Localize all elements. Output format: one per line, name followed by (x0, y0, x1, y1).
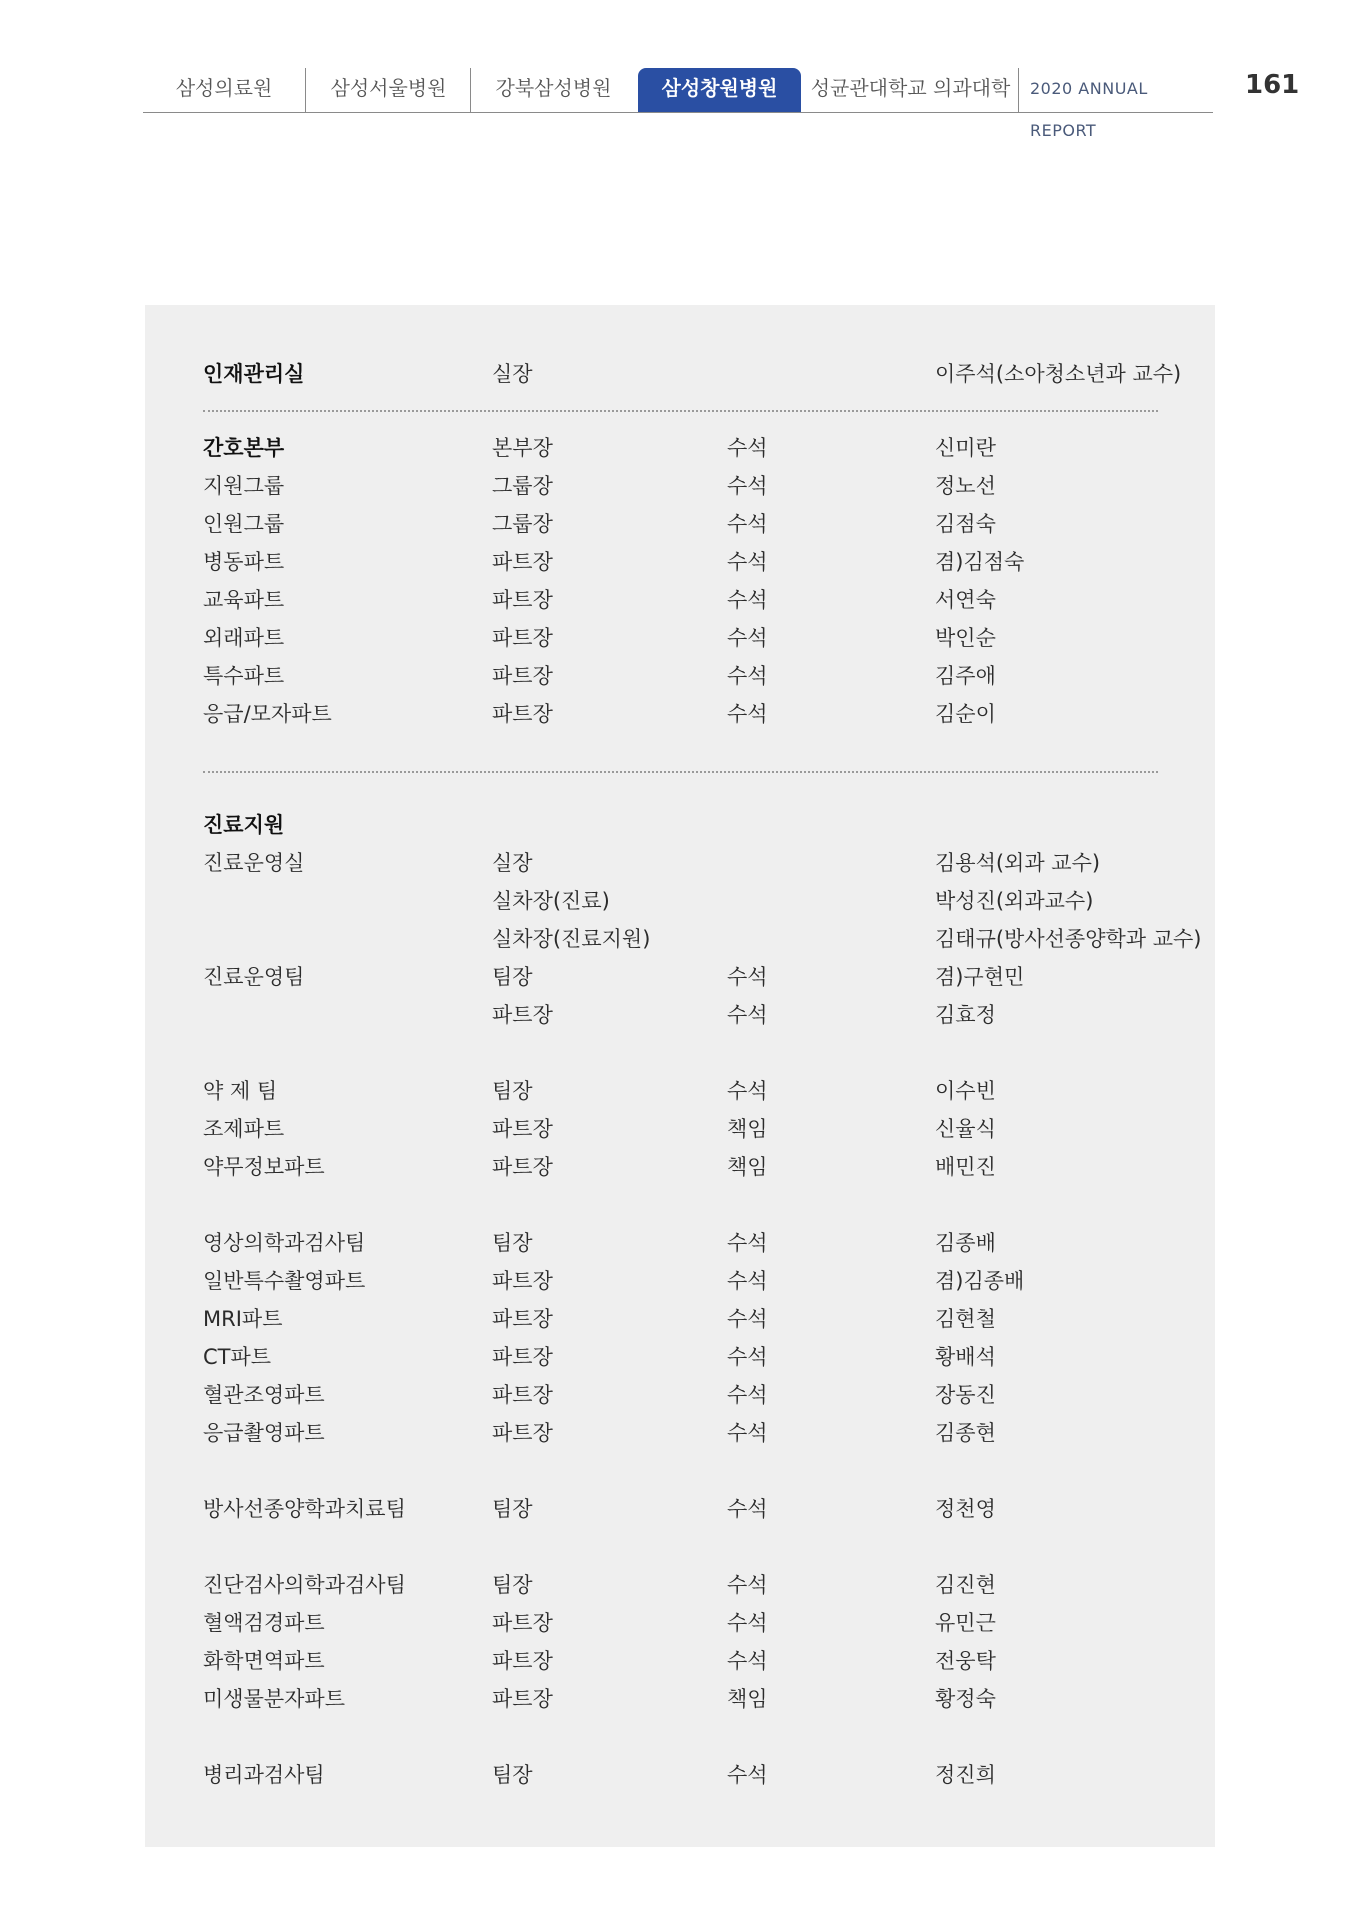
position-cell: 파트장 (492, 626, 553, 650)
department-cell: 인원그룹 (203, 512, 285, 536)
org-row (145, 1756, 1215, 1794)
position-cell: 파트장 (492, 1269, 553, 1293)
name-cell: 전웅탁 (935, 1649, 996, 1673)
org-row (145, 882, 1215, 920)
name-cell: 김종현 (935, 1421, 996, 1445)
position-cell: 파트장 (492, 664, 553, 688)
rank-cell: 수석 (727, 1269, 768, 1293)
rank-cell: 수석 (727, 965, 768, 989)
rank-cell: 수석 (727, 1307, 768, 1331)
department-cell: 진료운영팀 (203, 965, 305, 989)
position-cell: 팀장 (492, 1573, 533, 1597)
name-cell: 김효정 (935, 1003, 996, 1027)
rank-cell: 수석 (727, 1079, 768, 1103)
department-cell: 진단검사의학과검사팀 (203, 1573, 406, 1597)
tab-samsung-medical-center[interactable]: 삼성의료원 (143, 68, 306, 112)
position-cell: 파트장 (492, 1117, 553, 1141)
org-row (145, 467, 1215, 505)
department-cell: CT파트 (203, 1345, 272, 1369)
rank-cell: 수석 (727, 626, 768, 650)
org-row (145, 806, 1215, 844)
header-nav (143, 68, 1213, 140)
annual-report-label: 2020 ANNUAL REPORT (1030, 79, 1148, 140)
name-cell: 겸)김종배 (935, 1269, 1025, 1293)
name-cell: 김순이 (935, 702, 996, 726)
org-row (145, 1566, 1215, 1604)
org-row (145, 1224, 1215, 1262)
rank-cell: 수석 (727, 1497, 768, 1521)
section-divider (203, 410, 1158, 412)
department-cell: 병동파트 (203, 550, 285, 574)
position-cell: 본부장 (492, 436, 553, 460)
name-cell: 이수빈 (935, 1079, 996, 1103)
department-cell: 진료지원 (203, 813, 285, 837)
department-cell: 약무정보파트 (203, 1155, 325, 1179)
name-cell: 이주석(소아청소년과 교수) (935, 362, 1182, 386)
rank-cell: 수석 (727, 588, 768, 612)
org-row (145, 920, 1215, 958)
rank-cell: 수석 (727, 1763, 768, 1787)
rank-cell: 수석 (727, 664, 768, 688)
rank-cell: 수석 (727, 1573, 768, 1597)
department-cell: 약 제 팀 (203, 1079, 278, 1103)
position-cell: 파트장 (492, 1611, 553, 1635)
rank-cell: 수석 (727, 1383, 768, 1407)
rank-cell: 수석 (727, 1231, 768, 1255)
position-cell: 팀장 (492, 1497, 533, 1521)
department-cell: 응급촬영파트 (203, 1421, 325, 1445)
position-cell: 파트장 (492, 1649, 553, 1673)
page-number: 161 (1245, 70, 1300, 100)
name-cell: 배민진 (935, 1155, 996, 1179)
rank-cell: 책임 (727, 1687, 768, 1711)
rank-cell: 책임 (727, 1117, 768, 1141)
org-row (145, 1604, 1215, 1642)
org-chart-panel (145, 305, 1215, 1847)
department-cell: 방사선종양학과치료팀 (203, 1497, 406, 1521)
section-divider (203, 771, 1158, 773)
department-cell: 일반특수촬영파트 (203, 1269, 366, 1293)
tab-samsung-seoul-hospital[interactable]: 삼성서울병원 (307, 68, 471, 112)
name-cell: 김점숙 (935, 512, 996, 536)
position-cell: 실장 (492, 362, 533, 386)
name-cell: 황배석 (935, 1345, 996, 1369)
position-cell: 팀장 (492, 965, 533, 989)
rank-cell: 책임 (727, 1155, 768, 1179)
position-cell: 파트장 (492, 702, 553, 726)
org-row (145, 657, 1215, 695)
position-cell: 파트장 (492, 550, 553, 574)
org-row (145, 1300, 1215, 1338)
position-cell: 파트장 (492, 588, 553, 612)
department-cell: 외래파트 (203, 626, 285, 650)
name-cell: 신율식 (935, 1117, 996, 1141)
org-row (145, 1148, 1215, 1186)
department-cell: 간호본부 (203, 436, 285, 460)
rank-cell: 수석 (727, 702, 768, 726)
position-cell: 팀장 (492, 1079, 533, 1103)
rank-cell: 수석 (727, 1345, 768, 1369)
org-row (145, 1072, 1215, 1110)
rank-cell: 수석 (727, 550, 768, 574)
name-cell: 박성진(외과교수) (935, 889, 1094, 913)
position-cell: 파트장 (492, 1687, 553, 1711)
department-cell: MRI파트 (203, 1307, 283, 1331)
org-row (145, 1110, 1215, 1148)
tab-samsung-changwon-hospital[interactable]: 삼성창원병원 (638, 68, 801, 112)
org-row (145, 996, 1215, 1034)
org-row (145, 1680, 1215, 1718)
org-row (145, 1414, 1215, 1452)
position-cell: 팀장 (492, 1231, 533, 1255)
department-cell: 병리과검사팀 (203, 1763, 325, 1787)
position-cell: 파트장 (492, 1345, 553, 1369)
org-row (145, 1490, 1215, 1528)
department-cell: 화학면역파트 (203, 1649, 325, 1673)
rank-cell: 수석 (727, 474, 768, 498)
org-row (145, 844, 1215, 882)
org-row (145, 1338, 1215, 1376)
name-cell: 장동진 (935, 1383, 996, 1407)
org-row (145, 619, 1215, 657)
name-cell: 김태규(방사선종양학과 교수) (935, 927, 1202, 951)
name-cell: 김주애 (935, 664, 996, 688)
name-cell: 김종배 (935, 1231, 996, 1255)
position-cell: 그룹장 (492, 512, 553, 536)
name-cell: 신미란 (935, 436, 996, 460)
position-cell: 파트장 (492, 1003, 553, 1027)
org-row (145, 958, 1215, 996)
position-cell: 그룹장 (492, 474, 553, 498)
name-cell: 유민근 (935, 1611, 996, 1635)
department-cell: 혈관조영파트 (203, 1383, 325, 1407)
org-row (145, 581, 1215, 619)
department-cell: 미생물분자파트 (203, 1687, 346, 1711)
department-cell: 혈액검경파트 (203, 1611, 325, 1635)
rank-cell: 수석 (727, 1649, 768, 1673)
position-cell: 파트장 (492, 1383, 553, 1407)
name-cell: 겸)구현민 (935, 965, 1025, 989)
rank-cell: 수석 (727, 1421, 768, 1445)
department-cell: 지원그룹 (203, 474, 285, 498)
department-cell: 교육파트 (203, 588, 285, 612)
position-cell: 실장 (492, 851, 533, 875)
position-cell: 파트장 (492, 1421, 553, 1445)
org-row (145, 543, 1215, 581)
name-cell: 서연숙 (935, 588, 996, 612)
rank-cell: 수석 (727, 512, 768, 536)
name-cell: 김현철 (935, 1307, 996, 1331)
org-row (145, 1262, 1215, 1300)
name-cell: 황정숙 (935, 1687, 996, 1711)
org-row (145, 1376, 1215, 1414)
position-cell: 파트장 (492, 1155, 553, 1179)
rank-cell: 수석 (727, 1003, 768, 1027)
department-cell: 응급/모자파트 (203, 702, 332, 726)
department-cell: 영상의학과검사팀 (203, 1231, 366, 1255)
name-cell: 정노선 (935, 474, 996, 498)
name-cell: 박인순 (935, 626, 996, 650)
position-cell: 실차장(진료지원) (492, 927, 651, 951)
position-cell: 팀장 (492, 1763, 533, 1787)
position-cell: 실차장(진료) (492, 889, 610, 913)
department-cell: 조제파트 (203, 1117, 285, 1141)
department-cell: 진료운영실 (203, 851, 305, 875)
org-row (145, 429, 1215, 467)
name-cell: 김용석(외과 교수) (935, 851, 1101, 875)
name-cell: 겸)김점숙 (935, 550, 1025, 574)
tab-kangbuk-samsung-hospital[interactable]: 강북삼성병원 (495, 76, 612, 100)
name-cell: 정천영 (935, 1497, 996, 1521)
name-cell: 정진희 (935, 1763, 996, 1787)
tab-skku-medicine[interactable]: 성균관대학교 의과대학 (803, 68, 1019, 112)
org-row (145, 505, 1215, 543)
department-cell: 특수파트 (203, 664, 285, 688)
org-row (145, 695, 1215, 733)
rank-cell: 수석 (727, 1611, 768, 1635)
rank-cell: 수석 (727, 436, 768, 460)
org-row (145, 1642, 1215, 1680)
position-cell: 파트장 (492, 1307, 553, 1331)
org-row (145, 355, 1215, 393)
name-cell: 김진현 (935, 1573, 996, 1597)
department-cell: 인재관리실 (203, 362, 305, 386)
